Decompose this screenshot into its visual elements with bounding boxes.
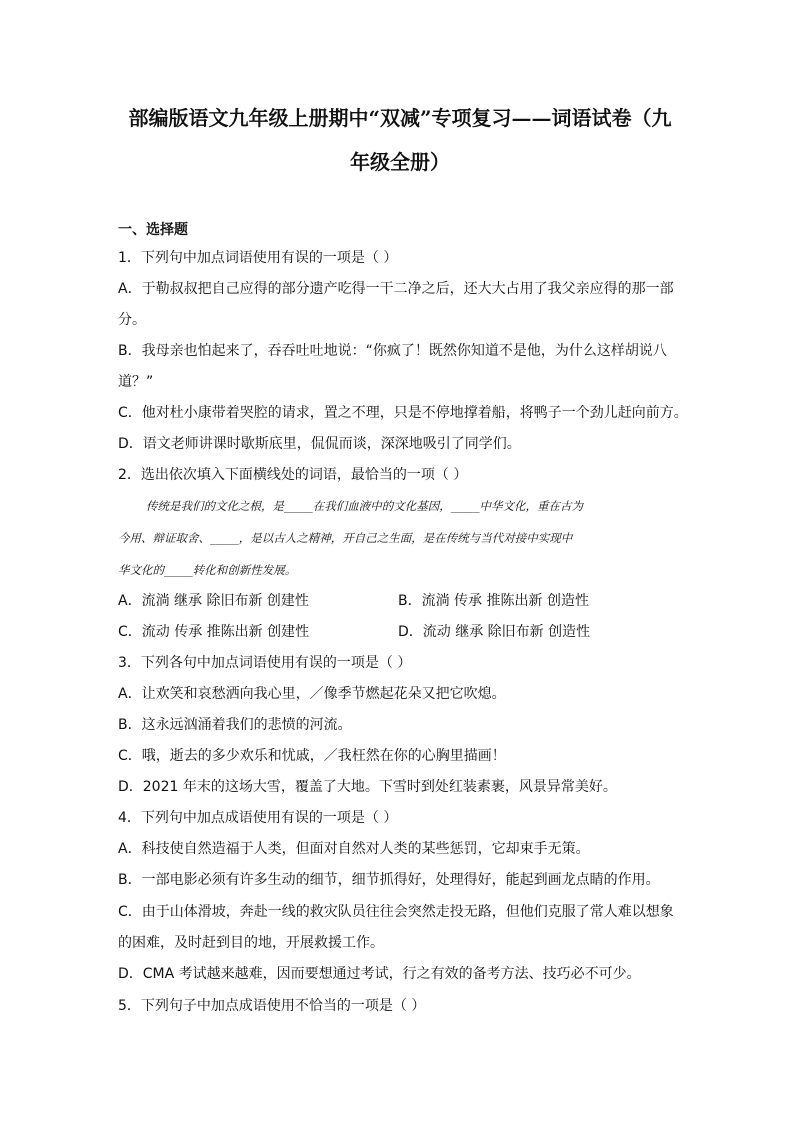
q1-option-b: B．我母亲也怕起来了，吞吞吐吐地说：“你疯了！既然你知道不是他，为什么这样胡说八 xyxy=(118,343,667,359)
q4-option-d: D．CMA 考试越来越难，因而要想通过考试，行之有效的备考方法、技巧必不可少。 xyxy=(118,966,641,982)
q2-passage-line-3: 华文化的_____转化和创新性发展。 xyxy=(118,563,297,577)
q3-option-a: A．让欢笑和哀愁洒向我心里，／像季节燃起花朵又把它吹熄。 xyxy=(118,686,506,702)
q1-option-b-cont: 道？” xyxy=(118,374,154,390)
q2-stem: 2．选出依次填入下面横线处的词语，最恰当的一项（ ） xyxy=(118,467,468,483)
q1-option-d: D．语文老师讲课时歇斯底里，侃侃而谈，深深地吸引了同学们。 xyxy=(118,436,521,452)
q1-stem: 1．下列句中加点词语使用有误的一项是（ ） xyxy=(118,250,398,266)
q4-stem: 4．下列句中加点成语使用有误的一项是（ ） xyxy=(118,810,398,826)
q2-option-d: D．流动 继承 除旧布新 创造性 xyxy=(398,624,591,640)
q4-option-c: C．由于山体滑坡，奔赴一线的救灾队员往往会突然走投无路，但他们克服了常人难以想象 xyxy=(118,904,674,920)
q3-stem: 3．下列各句中加点词语使用有误的一项是（ ） xyxy=(118,655,412,671)
q1-option-a-cont: 分。 xyxy=(118,312,146,328)
q2-passage-line-1: 传统是我们的文化之根，是_____在我们血液中的文化基因，_____中华文化，重在古为 xyxy=(146,499,583,513)
q2-option-c: C．流动 传承 推陈出新 创建性 xyxy=(118,624,310,640)
q2-option-a: A．流淌 继承 除旧布新 创建性 xyxy=(118,593,309,609)
q2-option-b: B．流淌 传承 推陈出新 创造性 xyxy=(398,593,589,609)
title-line-1: 部编版语文九年级上册期中“双减”专项复习——词语试卷（九 xyxy=(128,106,672,130)
q3-option-b: B．这永远汹涌着我们的悲愤的河流。 xyxy=(118,717,352,733)
page-title xyxy=(110,96,690,184)
q2-passage-line-2: 今用、辩证取舍、_____，是以古人之精神，开自己之生面，是在传统与当代对接中实现中 xyxy=(118,531,573,545)
q1-option-a: A．于勒叔叔把自己应得的部分遗产吃得一干二净之后，还大大占用了我父亲应得的那一部 xyxy=(118,281,674,297)
q3-option-c: C．哦，逝去的多少欢乐和忧戚，／我枉然在你的心胸里描画！ xyxy=(118,748,506,764)
q4-option-b: B．一部电影必须有许多生动的细节，细节抓得好，处理得好，能起到画龙点睛的作用。 xyxy=(118,872,660,888)
q1-option-c: C．他对杜小康带着哭腔的请求，置之不理，只是不停地撑着船，将鸭子一个劲儿赶向前方。 xyxy=(118,405,688,421)
q5-stem: 5．下列句子中加点成语使用不恰当的一项是（ ） xyxy=(118,998,426,1014)
q3-option-d: D．2021 年末的这场大雪，覆盖了大地。下雪时到处红装素裹，风景异常美好。 xyxy=(118,779,617,795)
q4-option-a: A．科技使自然造福于人类，但面对自然对人类的某些惩罚，它却束手无策。 xyxy=(118,841,590,857)
q4-option-c-cont: 的困难，及时赶到目的地，开展救援工作。 xyxy=(118,935,384,951)
title-line-2: 年级全册） xyxy=(350,150,450,174)
section-heading: 一、选择题 xyxy=(118,222,188,238)
